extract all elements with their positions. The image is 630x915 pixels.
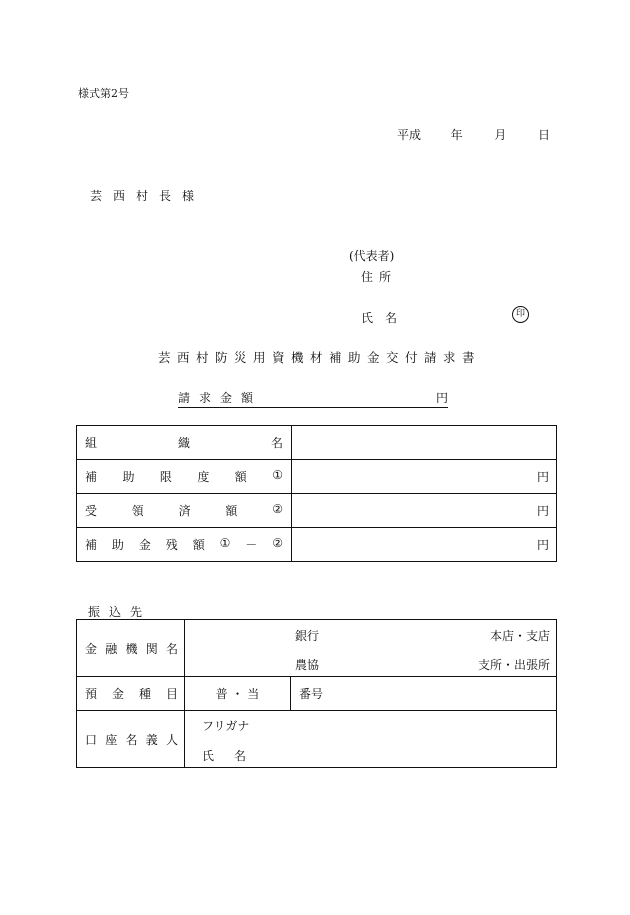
representative-label: (代表者) bbox=[349, 249, 395, 263]
row-label-cell bbox=[77, 494, 292, 528]
deposit-label-cell bbox=[77, 677, 185, 711]
row-label-char: 金 bbox=[138, 538, 151, 552]
row-label-char: 助 bbox=[122, 470, 135, 484]
holder-label bbox=[77, 731, 184, 748]
institution-label bbox=[77, 640, 184, 657]
bank-label: 銀行 bbox=[295, 629, 320, 643]
holder-label-cell bbox=[77, 711, 185, 768]
institution-label-char: 名 bbox=[165, 641, 178, 656]
holder-label-char: 人 bbox=[165, 732, 178, 747]
row-label-char: 額 bbox=[234, 470, 247, 484]
institution-label-char: 融 bbox=[105, 641, 118, 656]
deposit-label-char: 種 bbox=[138, 687, 151, 701]
row-label-cell bbox=[77, 528, 292, 562]
row-label-char: ② bbox=[272, 536, 283, 550]
date-day: 日 bbox=[538, 128, 551, 142]
institution-label-char: 関 bbox=[145, 641, 158, 656]
account-type-cell[interactable] bbox=[185, 677, 291, 711]
row-label bbox=[77, 434, 291, 451]
holder-label-char: 座 bbox=[105, 732, 118, 747]
holder-label-char: 義 bbox=[145, 732, 158, 747]
holder-cell[interactable] bbox=[185, 711, 557, 768]
date-year: 年 bbox=[450, 128, 463, 142]
row-label-char: 組 bbox=[85, 436, 98, 450]
row-label-char: 補 bbox=[85, 470, 98, 484]
seal-mark: 印 bbox=[512, 306, 529, 323]
row-label-char: 補 bbox=[85, 538, 98, 552]
institution-label-char: 機 bbox=[125, 641, 138, 656]
holder-name-label: 氏名 bbox=[202, 749, 267, 763]
request-amount-unit: 円 bbox=[435, 391, 448, 405]
row-label-char: 残 bbox=[165, 538, 178, 552]
row-label-char: 助 bbox=[111, 538, 124, 552]
transfer-heading: 振込先 bbox=[88, 605, 152, 619]
transfer-table bbox=[76, 619, 557, 768]
address-label: 住所 bbox=[361, 270, 398, 284]
row-label-char: 限 bbox=[159, 470, 172, 484]
name-label: 氏名 bbox=[361, 311, 410, 325]
addressee: 芸西村長様 bbox=[90, 189, 206, 203]
deposit-label-char: 目 bbox=[165, 687, 178, 701]
row-label-char: 名 bbox=[270, 436, 283, 450]
row-label-char: 額 bbox=[192, 538, 205, 552]
table-row bbox=[77, 426, 557, 460]
row-label-char: 額 bbox=[225, 504, 238, 518]
row-label-char: 度 bbox=[197, 470, 210, 484]
row-unit: 円 bbox=[536, 538, 549, 552]
institution-cell[interactable] bbox=[185, 620, 557, 677]
row-label-char: 受 bbox=[85, 504, 98, 518]
agri-label: 農協 bbox=[295, 658, 320, 672]
row-label-char: ① bbox=[272, 468, 283, 482]
row-value-cell[interactable] bbox=[292, 528, 557, 562]
row-value-cell[interactable] bbox=[292, 426, 557, 460]
document-title: 芸西村防災用資機材補助金交付請求書 bbox=[158, 350, 482, 365]
row-label-char: ① bbox=[219, 536, 231, 550]
institution-label-char: 金 bbox=[85, 641, 98, 656]
deposit-label-char: 金 bbox=[111, 687, 124, 701]
institution-label-cell bbox=[77, 620, 185, 677]
account-number-label: 番号 bbox=[299, 687, 324, 701]
deposit-label-char: 預 bbox=[85, 687, 98, 701]
furigana-label: フリガナ bbox=[202, 719, 250, 733]
branch-agri-label: 支所・出張所 bbox=[477, 658, 550, 672]
table-row bbox=[77, 460, 557, 494]
subsidy-table bbox=[76, 425, 557, 562]
request-amount-line bbox=[178, 389, 448, 408]
form-number: 様式第2号 bbox=[78, 87, 129, 100]
table-row bbox=[77, 528, 557, 562]
row-label-cell bbox=[77, 460, 292, 494]
row-value-cell[interactable] bbox=[292, 494, 557, 528]
row-label-char: ② bbox=[272, 502, 283, 516]
request-amount-label: 請求金額 bbox=[178, 391, 263, 405]
row-label-char: 領 bbox=[131, 504, 144, 518]
row-label-char: 織 bbox=[177, 436, 190, 450]
date-line bbox=[397, 126, 550, 143]
row-label bbox=[77, 502, 291, 519]
row-label-cell bbox=[77, 426, 292, 460]
table-row bbox=[77, 494, 557, 528]
date-era: 平成 bbox=[397, 128, 422, 142]
row-label-char: － bbox=[245, 538, 258, 552]
row-unit: 円 bbox=[536, 470, 549, 484]
row-unit: 円 bbox=[536, 504, 549, 518]
account-type: 普 ・ 当 bbox=[215, 687, 260, 701]
row-value-cell[interactable] bbox=[292, 460, 557, 494]
row-label bbox=[77, 536, 291, 553]
deposit-label bbox=[77, 685, 184, 702]
holder-label-char: 口 bbox=[85, 732, 98, 747]
branch-bank-label: 本店・支店 bbox=[489, 629, 550, 643]
account-number-cell[interactable] bbox=[291, 677, 557, 711]
holder-label-char: 名 bbox=[125, 732, 138, 747]
row-label-char: 済 bbox=[178, 504, 191, 518]
row-label bbox=[77, 468, 291, 485]
date-month: 月 bbox=[494, 128, 507, 142]
